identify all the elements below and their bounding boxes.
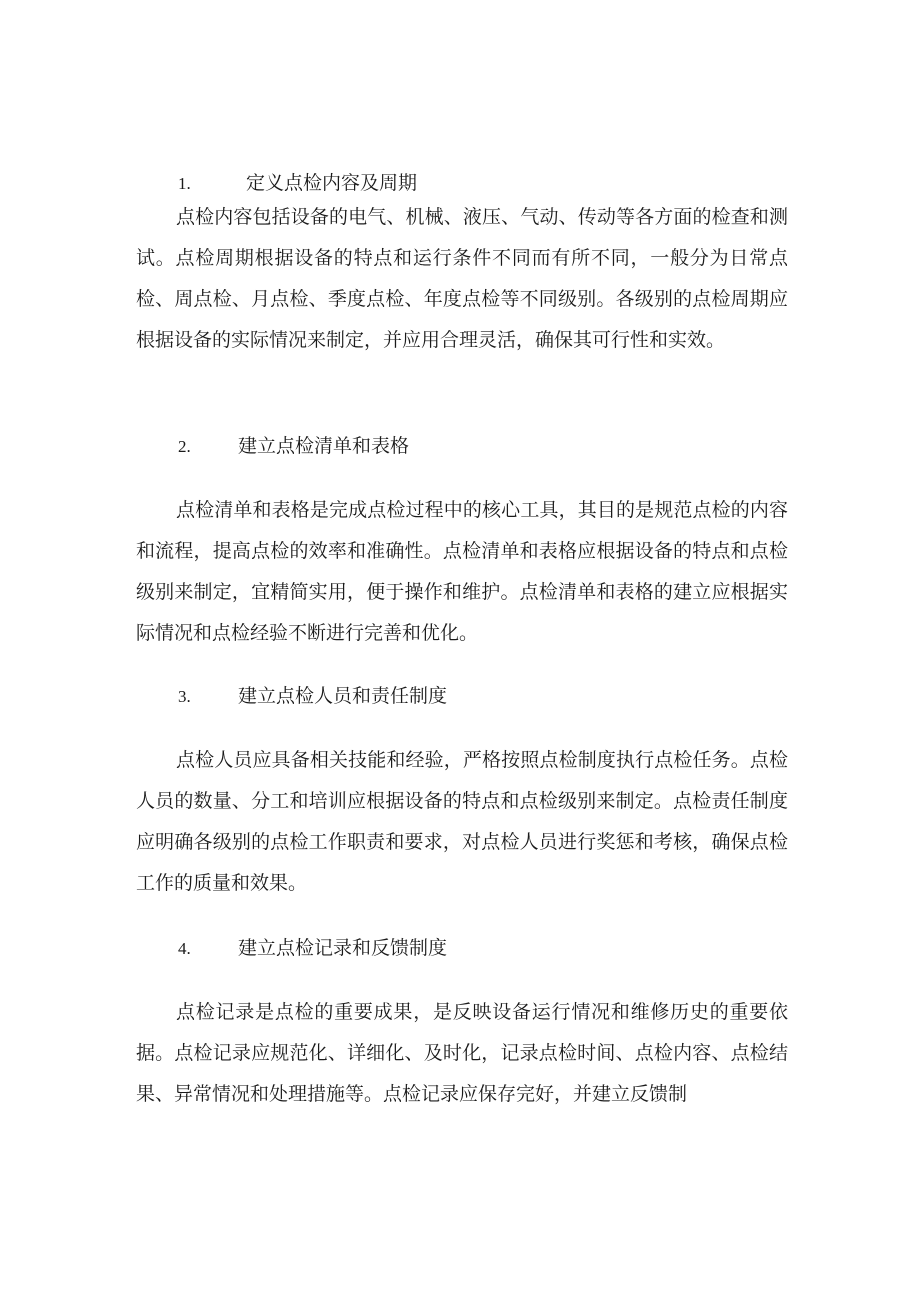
section-number: 3. <box>178 687 191 706</box>
section-title: 建立点检记录和反馈制度 <box>238 937 448 959</box>
section-body-4: 点检记录是点检的重要成果，是反映设备运行情况和维修历史的重要依据。点检记录应规范化、详细化、及时化，记录点检时间、点检内容、点检结果、异常情况和处理措施等。点检记录应保存完好，并建立反馈制 <box>136 1001 788 1105</box>
section-body-3: 点检人员应具备相关技能和经验，严格按照点检制度执行点检任务。点检人员的数量、分工和培训应根据设备的特点和点检级别来制定。点检责任制度应明确各级别的点检工作职责和要求，对点检人员进行奖惩和考核，确保点检工作的质量和效果。 <box>136 749 788 894</box>
section-heading-1 <box>178 171 417 196</box>
section-number: 1. <box>178 174 191 193</box>
section-title: 建立点检人员和责任制度 <box>238 685 448 707</box>
section-title: 建立点检清单和表格 <box>238 435 410 457</box>
section-heading-4 <box>178 936 447 961</box>
section-number: 4. <box>178 939 191 958</box>
section-body-1: 点检内容包括设备的电气、机械、液压、气动、传动等各方面的检查和测试。点检周期根据设备的特点和运行条件不同而有所不同，一般分为日常点检、周点检、月点检、季度点检、年度点检等不同级别。各级别的点检周期应根据设备的实际情况来制定，并应用合理灵活，确保其可行性和实效。 <box>136 206 788 351</box>
section-number: 2. <box>178 437 191 456</box>
section-heading-2 <box>178 434 409 459</box>
section-title: 定义点检内容及周期 <box>246 172 418 194</box>
section-heading-3 <box>178 684 447 709</box>
section-body-2: 点检清单和表格是完成点检过程中的核心工具，其目的是规范点检的内容和流程，提高点检的效率和准确性。点检清单和表格应根据设备的特点和点检级别来制定，宜精简实用，便于操作和维护。点检清单和表格的建立应根据实际情况和点检经验不断进行完善和优化。 <box>136 499 788 644</box>
